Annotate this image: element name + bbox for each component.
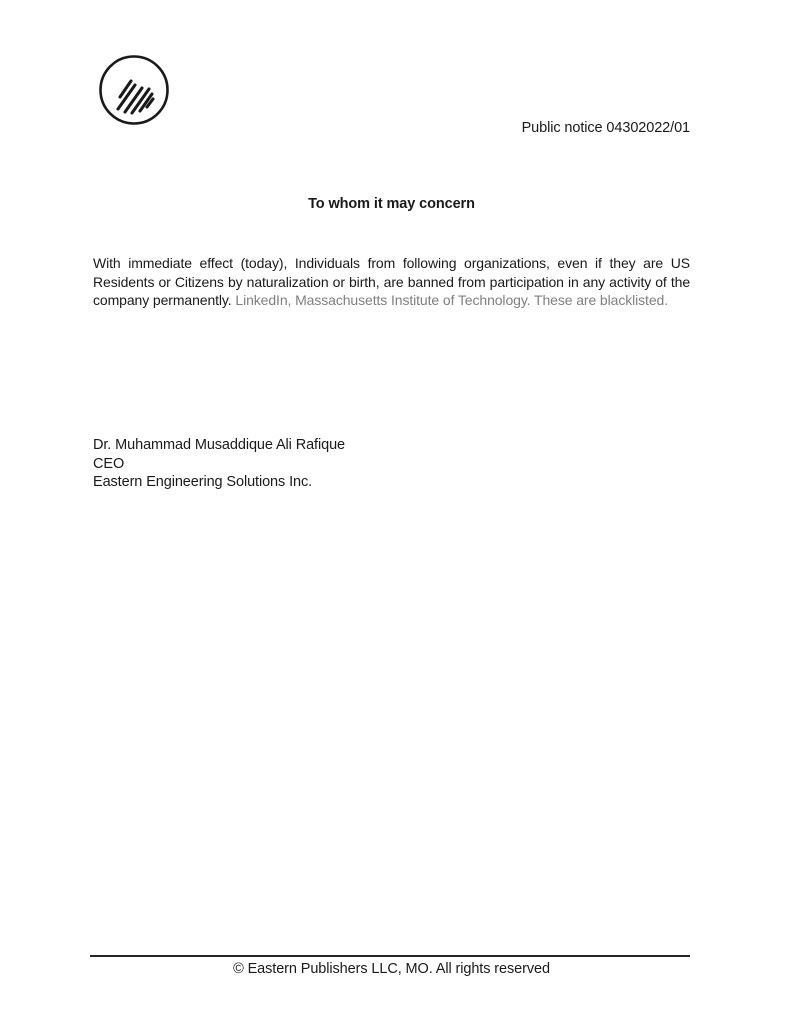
signatory-name: Dr. Muhammad Musaddique Ali Rafique bbox=[93, 437, 345, 453]
notice-reference: Public notice 04302022/01 bbox=[521, 120, 690, 136]
body-paragraph bbox=[93, 254, 690, 310]
signatory-role: CEO bbox=[93, 455, 125, 472]
paragraph-main-text: With immediate effect (today), Individuals from following organizations, even if they are US Residents or Citizens by naturalization or birth, are banned from participation in any activity of the company permanently. bbox=[93, 255, 690, 309]
hatched-circle-logo-icon bbox=[98, 54, 170, 126]
salutation-heading: To whom it may concern bbox=[308, 196, 475, 212]
signature-block bbox=[93, 436, 345, 492]
signatory-company: Eastern Engineering Solutions Inc. bbox=[93, 474, 313, 491]
footer-divider bbox=[90, 955, 690, 957]
paragraph-blacklisted-text: LinkedIn, Massachusetts Institute of Technology. These are blacklisted. bbox=[235, 292, 668, 309]
footer-copyright: © Eastern Publishers LLC, MO. All rights reserved bbox=[233, 961, 550, 977]
